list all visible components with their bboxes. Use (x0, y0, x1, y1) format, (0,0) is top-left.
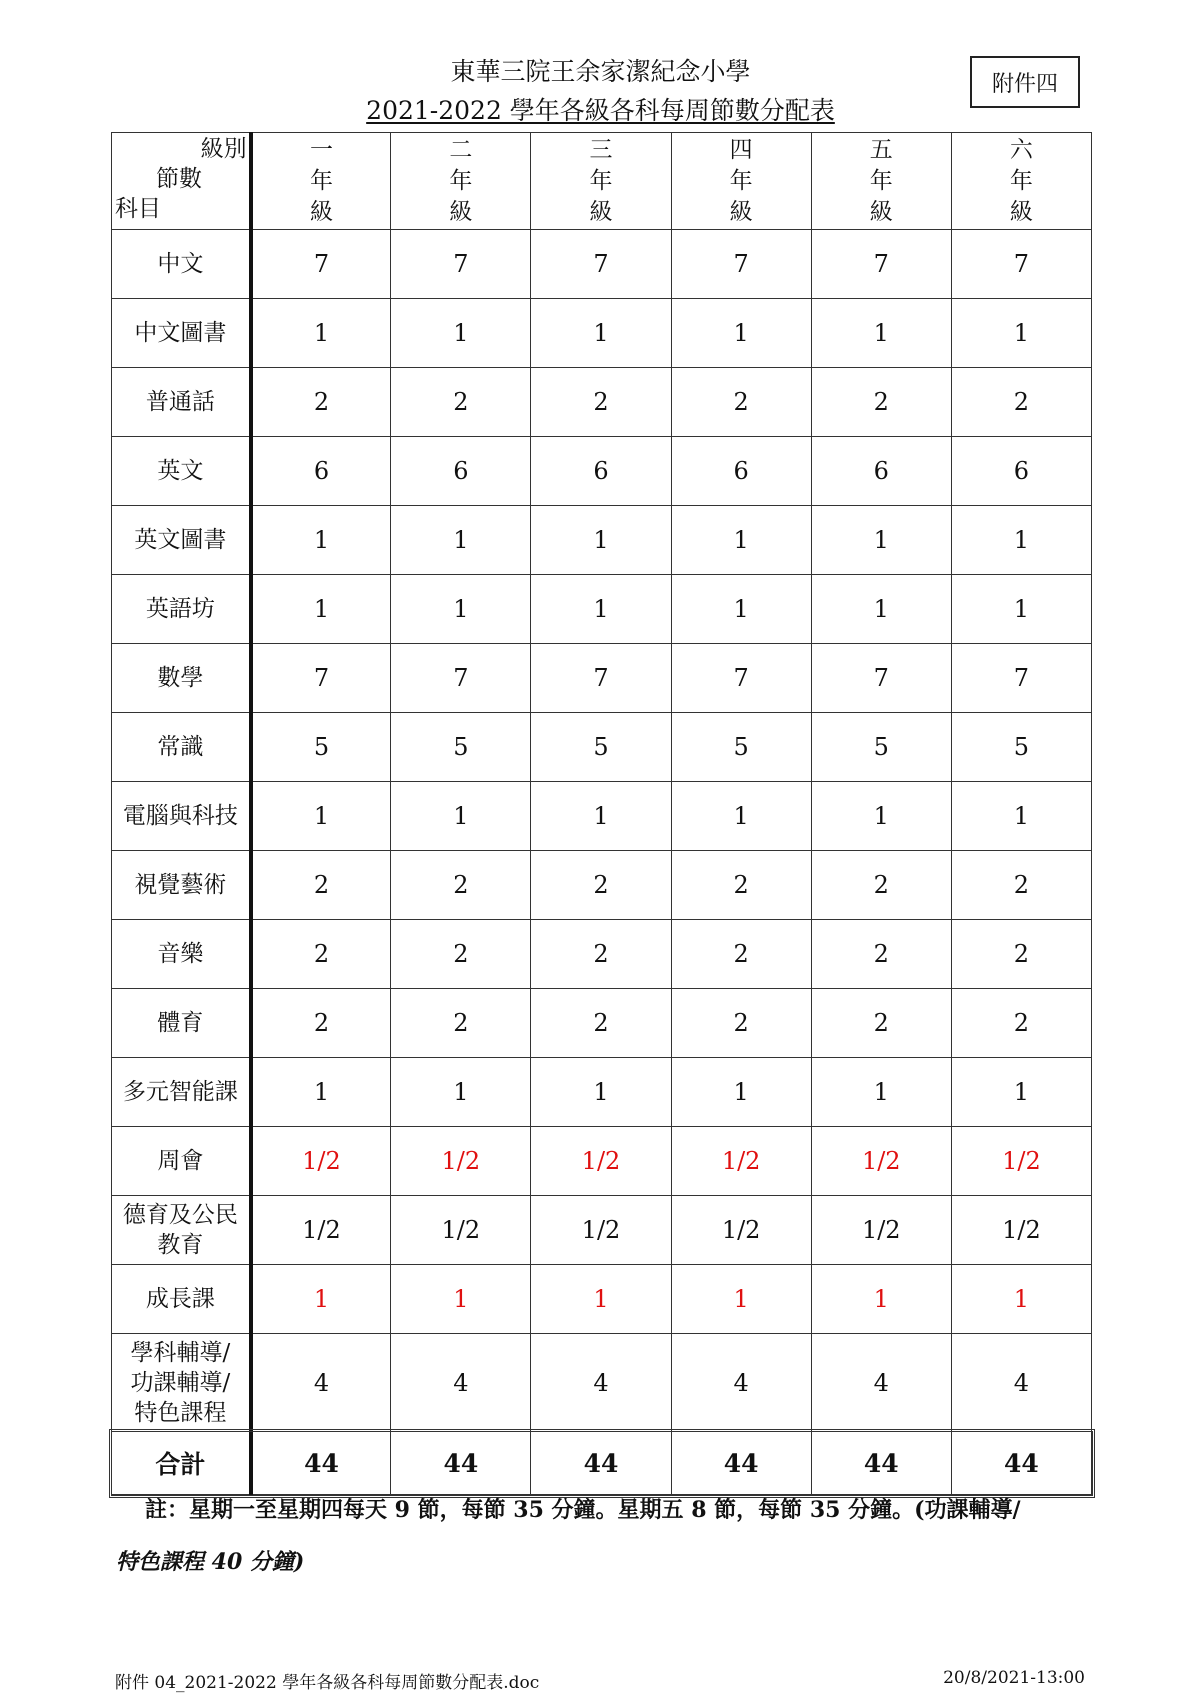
value-cell: 7 (531, 230, 671, 299)
value-cell: 1 (391, 506, 531, 575)
annex-label: 附件四 (970, 56, 1080, 108)
value-cell: 1 (251, 782, 391, 851)
value-cell: 1 (251, 1265, 391, 1334)
value-cell: 1/2 (251, 1127, 391, 1196)
value-cell: 2 (531, 989, 671, 1058)
value-cell: 7 (251, 230, 391, 299)
value-cell: 6 (251, 437, 391, 506)
table-row (112, 506, 1092, 575)
value-cell: 7 (671, 644, 811, 713)
value-cell: 1 (531, 506, 671, 575)
value-cell: 5 (811, 713, 951, 782)
note-line-2: 特色課程 40 分鐘) (116, 1549, 305, 1575)
value-cell: 1 (391, 575, 531, 644)
subject-cell: 視覺藝術 (112, 851, 251, 920)
subject-cell: 常識 (112, 713, 251, 782)
value-cell: 1 (251, 299, 391, 368)
value-cell: 1/2 (951, 1196, 1091, 1265)
value-cell: 1 (951, 575, 1091, 644)
value-cell: 2 (251, 989, 391, 1058)
table-row (112, 1334, 1092, 1432)
subject-cell: 英語坊 (112, 575, 251, 644)
total-cell: 44 (951, 1432, 1091, 1495)
table-row (112, 1058, 1092, 1127)
value-cell: 2 (391, 368, 531, 437)
value-cell: 2 (251, 920, 391, 989)
value-cell: 2 (811, 989, 951, 1058)
value-cell: 1 (951, 782, 1091, 851)
value-cell: 1 (531, 1058, 671, 1127)
subject-cell: 數學 (112, 644, 251, 713)
value-cell: 2 (671, 920, 811, 989)
value-cell: 1/2 (391, 1196, 531, 1265)
table-row (112, 368, 1092, 437)
grade-header-3: 三 年 級 (531, 133, 671, 230)
subject-cell: 電腦與科技 (112, 782, 251, 851)
value-cell: 1 (531, 575, 671, 644)
value-cell: 6 (951, 437, 1091, 506)
value-cell: 1 (251, 575, 391, 644)
total-row (112, 1432, 1092, 1495)
value-cell: 7 (391, 644, 531, 713)
value-cell: 1 (251, 506, 391, 575)
value-cell: 5 (951, 713, 1091, 782)
value-cell: 1/2 (811, 1127, 951, 1196)
table-row (112, 1196, 1092, 1265)
value-cell: 1 (811, 782, 951, 851)
value-cell: 6 (391, 437, 531, 506)
value-cell: 2 (951, 920, 1091, 989)
total-cell: 44 (391, 1432, 531, 1495)
total-cell: 44 (531, 1432, 671, 1495)
value-cell: 4 (811, 1334, 951, 1432)
grade-header-1: 一 年 級 (251, 133, 391, 230)
value-cell: 1 (531, 782, 671, 851)
value-cell: 2 (531, 920, 671, 989)
value-cell: 1/2 (671, 1127, 811, 1196)
table-row (112, 920, 1092, 989)
value-cell: 2 (671, 851, 811, 920)
value-cell: 1 (671, 506, 811, 575)
value-cell: 2 (951, 368, 1091, 437)
subject-cell: 英文 (112, 437, 251, 506)
table-row (112, 644, 1092, 713)
value-cell: 1 (391, 299, 531, 368)
value-cell: 7 (251, 644, 391, 713)
value-cell: 4 (391, 1334, 531, 1432)
value-cell: 2 (811, 920, 951, 989)
grade-header-5: 五 年 級 (811, 133, 951, 230)
value-cell: 1 (811, 506, 951, 575)
subject-cell: 中文圖書 (112, 299, 251, 368)
value-cell: 2 (391, 920, 531, 989)
value-cell: 1 (391, 782, 531, 851)
value-cell: 5 (251, 713, 391, 782)
value-cell: 2 (391, 851, 531, 920)
value-cell: 1 (951, 506, 1091, 575)
value-cell: 1/2 (251, 1196, 391, 1265)
table-row (112, 851, 1092, 920)
value-cell: 1 (811, 575, 951, 644)
value-cell: 5 (531, 713, 671, 782)
value-cell: 1/2 (811, 1196, 951, 1265)
value-cell: 2 (391, 989, 531, 1058)
value-cell: 1 (951, 1058, 1091, 1127)
subject-cell: 中文 (112, 230, 251, 299)
subject-cell: 音樂 (112, 920, 251, 989)
value-cell: 1 (671, 575, 811, 644)
corner-periods-label: 節數 (156, 166, 202, 192)
subject-cell: 學科輔導/ 功課輔導/ 特色課程 (112, 1334, 251, 1432)
note-line-1: 註：星期一至星期四每天 9 節，每節 35 分鐘。星期五 8 節，每節 35 分鐘。(功課輔導/ (145, 1497, 1021, 1523)
value-cell: 2 (671, 368, 811, 437)
value-cell: 1 (951, 299, 1091, 368)
value-cell: 1/2 (531, 1127, 671, 1196)
subject-cell: 多元智能課 (112, 1058, 251, 1127)
value-cell: 1 (671, 1058, 811, 1127)
value-cell: 2 (671, 989, 811, 1058)
table-row (112, 230, 1092, 299)
value-cell: 7 (951, 230, 1091, 299)
value-cell: 2 (251, 368, 391, 437)
footer-datetime: 20/8/2021-13:00 (943, 1668, 1085, 1688)
table-header-row (112, 133, 1092, 230)
table-row (112, 299, 1092, 368)
value-cell: 1 (531, 1265, 671, 1334)
school-name: 東華三院王余家潔紀念小學 (450, 57, 751, 86)
value-cell: 2 (951, 989, 1091, 1058)
table-row (112, 989, 1092, 1058)
value-cell: 1 (811, 299, 951, 368)
subject-cell: 體育 (112, 989, 251, 1058)
value-cell: 2 (531, 368, 671, 437)
footer-filename: 附件 04_2021-2022 學年各級各科每周節數分配表.doc (115, 1673, 540, 1693)
value-cell: 7 (951, 644, 1091, 713)
value-cell: 7 (811, 230, 951, 299)
value-cell: 6 (531, 437, 671, 506)
document-title-text: 2021-2022 學年各級各科每周節數分配表 (366, 96, 835, 125)
subject-cell: 英文圖書 (112, 506, 251, 575)
value-cell: 5 (671, 713, 811, 782)
value-cell: 6 (671, 437, 811, 506)
value-cell: 7 (391, 230, 531, 299)
value-cell: 6 (811, 437, 951, 506)
value-cell: 1 (391, 1058, 531, 1127)
value-cell: 4 (531, 1334, 671, 1432)
subject-cell: 成長課 (112, 1265, 251, 1334)
value-cell: 1 (811, 1265, 951, 1334)
total-cell: 44 (671, 1432, 811, 1495)
value-cell: 4 (671, 1334, 811, 1432)
total-label: 合計 (112, 1432, 251, 1495)
table-row (112, 1265, 1092, 1334)
table-row (112, 782, 1092, 851)
subject-cell: 普通話 (112, 368, 251, 437)
value-cell: 1 (671, 299, 811, 368)
value-cell: 7 (531, 644, 671, 713)
value-cell: 1 (951, 1265, 1091, 1334)
value-cell: 2 (531, 851, 671, 920)
table-row (112, 575, 1092, 644)
value-cell: 1 (531, 299, 671, 368)
value-cell: 1 (251, 1058, 391, 1127)
grade-header-6: 六 年 級 (951, 133, 1091, 230)
subject-cell: 德育及公民 教育 (112, 1196, 251, 1265)
total-cell: 44 (251, 1432, 391, 1495)
value-cell: 1 (391, 1265, 531, 1334)
value-cell: 7 (811, 644, 951, 713)
value-cell: 1/2 (531, 1196, 671, 1265)
schedule-table (111, 132, 1092, 1495)
value-cell: 1/2 (951, 1127, 1091, 1196)
value-cell: 7 (671, 230, 811, 299)
value-cell: 5 (391, 713, 531, 782)
value-cell: 1/2 (671, 1196, 811, 1265)
table-row (112, 437, 1092, 506)
corner-header (112, 133, 251, 230)
value-cell: 4 (251, 1334, 391, 1432)
value-cell: 2 (811, 368, 951, 437)
grade-header-2: 二 年 級 (391, 133, 531, 230)
total-cell: 44 (811, 1432, 951, 1495)
table-row (112, 1127, 1092, 1196)
value-cell: 1 (811, 1058, 951, 1127)
value-cell: 1 (671, 782, 811, 851)
subject-cell: 周會 (112, 1127, 251, 1196)
value-cell: 2 (811, 851, 951, 920)
table-row (112, 713, 1092, 782)
corner-subject-label: 科目 (115, 196, 161, 222)
value-cell: 4 (951, 1334, 1091, 1432)
grade-header-4: 四 年 級 (671, 133, 811, 230)
value-cell: 1/2 (391, 1127, 531, 1196)
corner-grade-label: 級別 (200, 136, 247, 162)
value-cell: 1 (671, 1265, 811, 1334)
value-cell: 2 (251, 851, 391, 920)
value-cell: 2 (951, 851, 1091, 920)
